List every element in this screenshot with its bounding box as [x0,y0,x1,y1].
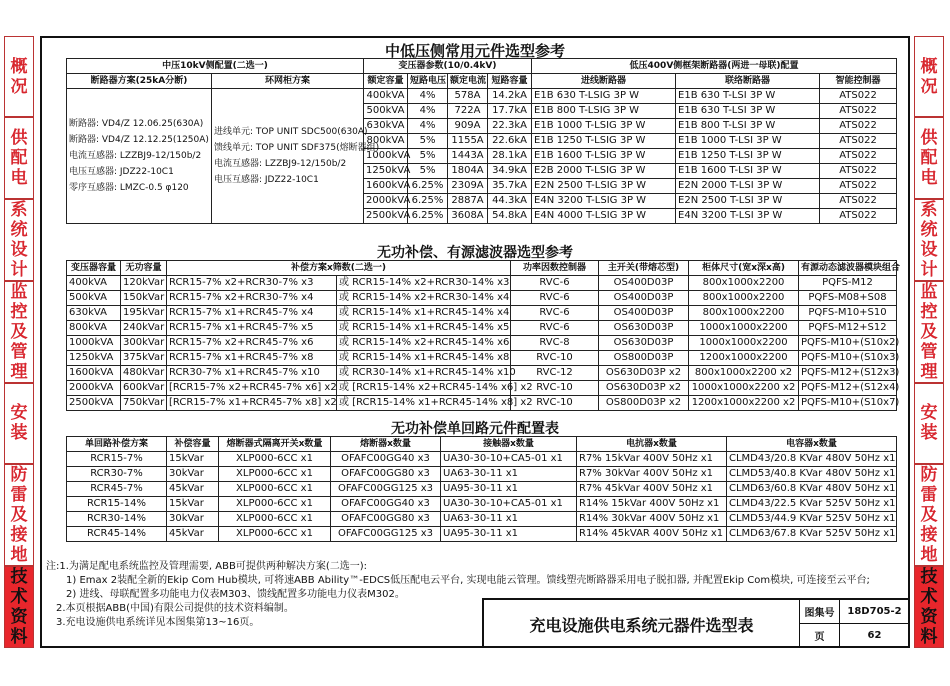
left-category-tabs [4,36,34,648]
category-tab[interactable]: 监 控 及 管 理 [914,281,944,383]
atlas-number: 18D705-2 [840,600,910,624]
title-block [482,598,910,648]
table-cell: ATS022 [820,209,897,224]
table-cell: R7% 30kVar 400V 50Hz x1 [577,467,727,482]
table-cell: RCR30-7% [67,467,167,482]
category-tab[interactable]: 监 控 及 管 理 [4,281,34,383]
table-cell: 2309A [448,179,488,194]
table-row [67,351,897,366]
table-cell: 400kVA [364,89,408,104]
col-header: 补偿容量 [167,437,219,452]
table-cell: 34.9kA [488,164,532,179]
table-cell: 或 RCR15-14% x1+RCR45-14% x5 [337,321,511,336]
table-cell: UA95-30-11 x1 [441,482,577,497]
table-cell: 2500kVA [67,396,121,411]
table-cell: RVC-8 [511,336,599,351]
table-cell: RCR15-7% [67,452,167,467]
table2-title: 无功补偿、有源滤波器选型参考 [377,245,573,261]
table-cell: UA30-30-10+CA5-01 x1 [441,452,577,467]
table-cell: E2N 2500 T-LSIG 3P W [532,179,676,194]
table-cell: PQFS-M12+(S12x4) [799,381,897,396]
table-cell: 630kVA [364,119,408,134]
table-cell: RVC-10 [511,351,599,366]
table-cell: 909A [448,119,488,134]
table-cell: E1B 1000 T-LSI 3P W [676,134,820,149]
table-cell: 或 RCR30-14% x1+RCR45-14% x10 [337,366,511,381]
table-cell: 17.7kA [488,104,532,119]
table-cell: CLMD63/60.8 KVar 480V 50Hz x1 [727,482,897,497]
table-cell: CLMD43/22.5 KVar 525V 50Hz x1 [727,497,897,512]
table-cell: XLP000-6CC x1 [219,467,331,482]
table-cell: R7% 15kVar 400V 50Hz x1 [577,452,727,467]
table-cell: RCR45-14% [67,527,167,542]
table-row [67,366,897,381]
table-cell: ATS022 [820,179,897,194]
category-tab[interactable]: 概 况 [914,36,944,117]
table-cell: ATS022 [820,164,897,179]
table-cell: PQFS-M10+(S10x3) [799,351,897,366]
table-cell: 375kVar [121,351,167,366]
table-cell: 1000x1000x2200 x2 [689,381,799,396]
table-cell: PQFS-M10+S10 [799,306,897,321]
table-cell: 或 RCR15-14% x2+RCR30-14% x4 [337,291,511,306]
table-cell: OFAFC00GG125 x3 [331,482,441,497]
category-tab[interactable]: 概 况 [4,36,34,117]
col-header: 电容器x数量 [727,437,897,452]
scheme-line: 断路器: VD4/Z 12.12.25(1250A) [69,135,209,145]
table-row [67,381,897,396]
table-cell: 5% [408,134,448,149]
table-cell: 2500kVA [364,209,408,224]
scheme-line: 电压互感器: JDZ22-10C1 [214,175,319,185]
table3-title: 无功补偿单回路元件配置表 [391,421,559,437]
table-cell: RVC-6 [511,306,599,321]
table-cell: R7% 45kVar 400V 50Hz x1 [577,482,727,497]
table-cell: R14% 15kVar 400V 50Hz x1 [577,497,727,512]
table-cell: 1000x1000x2200 [689,321,799,336]
table-cell: 240kVar [121,321,167,336]
table-cell: E1B 630 T-LSI 3P W [676,89,820,104]
table-cell: 500kVA [67,291,121,306]
table-cell: 722A [448,104,488,119]
table-cell: UA95-30-11 x1 [441,527,577,542]
table-cell: 15kVar [167,497,219,512]
table-cell: 500kVA [364,104,408,119]
table-cell: CLMD53/40.8 KVar 480V 50Hz x1 [727,467,897,482]
table-cell: 1804A [448,164,488,179]
table-cell: 6.25% [408,194,448,209]
table-cell: [RCR15-7% x2+RCR45-7% x6] x2 [167,381,337,396]
table-cell: OFAFC00GG40 x3 [331,497,441,512]
table-cell: XLP000-6CC x1 [219,527,331,542]
category-tab[interactable]: 安 装 [914,383,944,464]
col-header: 主开关(带熔芯型) [599,261,689,276]
table-cell: 1600kVA [364,179,408,194]
col-header: 智能控制器 [820,74,897,89]
scheme-line: 进线单元: TOP UNIT SDC500(630A) [214,127,368,137]
single-circuit-table [66,436,897,542]
table-cell: PQFS-M12 [799,276,897,291]
table-cell: 或 RCR15-14% x1+RCR45-14% x4 [337,306,511,321]
table-cell: XLP000-6CC x1 [219,482,331,497]
table-cell: 或 RCR15-14% x2+RCR45-14% x6 [337,336,511,351]
col-header: 熔断器式隔离开关x数量 [219,437,331,452]
table-cell: 600kVar [121,381,167,396]
table-cell: ATS022 [820,89,897,104]
table-cell: 1155A [448,134,488,149]
table-cell: RCR15-7% x2+RCR45-7% x6 [167,336,337,351]
table-cell: XLP000-6CC x1 [219,512,331,527]
table-cell: XLP000-6CC x1 [219,452,331,467]
table-row [67,527,897,542]
table-cell: UA63-30-11 x1 [441,467,577,482]
table-cell: 30kVar [167,467,219,482]
table-row [67,452,897,467]
table-cell: E1B 1600 T-LSIG 3P W [532,149,676,164]
table-cell: PQFS-M12+(S12x3) [799,366,897,381]
table-cell: ATS022 [820,104,897,119]
table-cell: 45kVar [167,527,219,542]
table-cell: 22.3kA [488,119,532,134]
table-row [67,482,897,497]
category-tab[interactable]: 安 装 [4,383,34,464]
col-header: 断路器方案(25kA分断) [67,74,212,89]
category-tab[interactable]: 技 术 资 料 [4,566,34,648]
category-tab[interactable]: 供 配 电 [914,117,944,198]
transformer-params-header: 变压器参数(10/0.4kV) [364,59,532,74]
scheme-line: 电压互感器: JDZ22-10C1 [69,167,174,177]
table-cell: ATS022 [820,194,897,209]
col-header: 柜体尺寸(宽x深x高) [689,261,799,276]
table-row [67,306,897,321]
table-cell: OS400D03P [599,276,689,291]
table-row [67,321,897,336]
table-cell: 或 [RCR15-14% x1+RCR45-14% x8] x2 [337,396,511,411]
table-cell: E2N 2000 T-LSI 3P W [676,179,820,194]
table-cell: OS800D03P [599,351,689,366]
col-header: 进线断路器 [532,74,676,89]
table-cell: 2000kVA [67,381,121,396]
table-cell: 1200x1000x2200 [689,351,799,366]
table-cell: RCR45-7% [67,482,167,497]
table-cell: 1250kVA [364,164,408,179]
mv-config-header: 中压10kV侧配置(二选一) [67,59,364,74]
mv-breaker-scheme [67,89,212,224]
drawing-title: 充电设施供电系统元器件选型表 [484,600,800,648]
table-cell: OS400D03P [599,306,689,321]
table-cell: ATS022 [820,119,897,134]
table-cell: PQFS-M08+S08 [799,291,897,306]
table-cell: 4% [408,89,448,104]
page-label: 页 [800,624,840,648]
atlas-label: 图集号 [800,600,840,624]
table-cell: 2887A [448,194,488,209]
table-row [67,89,897,104]
table-cell: E1B 630 T-LSIG 3P W [532,89,676,104]
table-cell: 15kVar [167,452,219,467]
table-cell: RCR30-14% [67,512,167,527]
table-row [67,396,897,411]
table-row [67,497,897,512]
category-tab[interactable]: 防 雷 及 接 地 [914,464,944,566]
table-cell: RCR15-7% x2+RCR30-7% x4 [167,291,337,306]
col-header: 额定电流 [448,74,488,89]
table-cell: OS630D03P x2 [599,366,689,381]
table-cell: OFAFC00GG125 x3 [331,527,441,542]
table-cell: OFAFC00GG40 x3 [331,452,441,467]
table-cell: E4N 4000 T-LSIG 3P W [532,209,676,224]
table-cell: 1200x1000x2200 x2 [689,396,799,411]
table-cell: 2000kVA [364,194,408,209]
table1-title: 中低压侧常用元件选型参考 [384,42,565,60]
table-cell: 800x1000x2200 x2 [689,366,799,381]
col-header: 功率因数控制器 [511,261,599,276]
table-cell: R14% 45kVAR 400V 50Hz x1 [577,527,727,542]
table-cell: RCR15-7% x2+RCR30-7% x3 [167,276,337,291]
reactive-compensation-table [66,260,901,411]
category-tab[interactable]: 防 雷 及 接 地 [4,464,34,566]
table-cell: RVC-10 [511,396,599,411]
table-cell: 750kVar [121,396,167,411]
col-header: 补偿方案x筛数(二选一) [167,261,511,276]
table-cell: R14% 30kVar 400V 50Hz x1 [577,512,727,527]
col-header: 无功容量 [121,261,167,276]
table-cell: 1000kVA [364,149,408,164]
table-row [67,467,897,482]
table-cell: 54.8kA [488,209,532,224]
col-header: 单回路补偿方案 [67,437,167,452]
table-cell: 1000kVA [67,336,121,351]
table-cell: 4% [408,104,448,119]
table-row [67,276,897,291]
category-tab[interactable]: 供 配 电 [4,117,34,198]
scheme-line: 馈线单元: TOP UNIT SDF375(熔断器组) [214,143,380,153]
table-cell: 800x1000x2200 [689,291,799,306]
table-cell: E1B 800 T-LSIG 3P W [532,104,676,119]
table-cell: 1443A [448,149,488,164]
category-tab[interactable]: 系 统 设 计 [914,199,944,281]
table-cell: RVC-10 [511,381,599,396]
table-cell: CLMD63/67.8 KVar 525V 50Hz x1 [727,527,897,542]
table-cell: OS630D03P x2 [599,381,689,396]
table-cell: E4N 3200 T-LSIG 3P W [532,194,676,209]
col-header: 短路容量 [488,74,532,89]
table-cell: RCR15-7% x1+RCR45-7% x8 [167,351,337,366]
table-cell: OFAFC00GG80 x3 [331,512,441,527]
col-header: 接触器x数量 [441,437,577,452]
page-number: 62 [840,624,910,648]
note-line: 2) 进线、母联配置多功能电力仪表M303、馈线配置多功能电力仪表M302。 [46,589,405,600]
table-cell: PQFS-M12+S12 [799,321,897,336]
table-cell: CLMD43/20.8 KVar 480V 50Hz x1 [727,452,897,467]
category-tab[interactable]: 技 术 资 料 [914,566,944,648]
table-cell: E1B 1250 T-LSI 3P W [676,149,820,164]
drawing-sheet [40,36,910,648]
table-cell: 630kVA [67,306,121,321]
table-cell: 120kVar [121,276,167,291]
table-cell: XLP000-6CC x1 [219,497,331,512]
table-cell: RCR30-7% x1+RCR45-7% x10 [167,366,337,381]
table-cell: 1250kVA [67,351,121,366]
note-line: 2.本页根据ABB(中国)有限公司提供的技术资料编制。 [46,603,294,614]
table-cell: E2N 2500 T-LSI 3P W [676,194,820,209]
col-header: 短路电压 [408,74,448,89]
table-cell: [RCR15-7% x1+RCR45-7% x8] x2 [167,396,337,411]
table-row [67,512,897,527]
table-cell: 300kVar [121,336,167,351]
table-cell: 14.2kA [488,89,532,104]
table-cell: RCR15-7% x1+RCR45-7% x5 [167,321,337,336]
col-header: 额定容量 [364,74,408,89]
note-line: 注:1.为满足配电系统监控及管理需要, ABB可提供两种解决方案(二选一): [46,561,368,572]
table-cell: CLMD53/44.9 KVar 525V 50Hz x1 [727,512,897,527]
note-line: 1) Emax 2装配全新的Ekip Com Hub模块, 可将速ABB Ability™-EDCS低压配电云平台, 实现电能云管理。馈线塑壳断路器采用电子脱扣器, 并配置Ekip Com模块, 可连接至云平台; [46,575,870,586]
table-cell: 或 [RCR15-14% x2+RCR45-14% x6] x2 [337,381,511,396]
table-cell: 28.1kA [488,149,532,164]
table-cell: 35.7kA [488,179,532,194]
table-cell: 800x1000x2200 [689,306,799,321]
scheme-line: 断路器: VD4/Z 12.06.25(630A) [69,119,204,129]
table-cell: OS630D03P [599,321,689,336]
table-cell: E4N 3200 T-LSI 3P W [676,209,820,224]
table-cell: 或 RCR15-14% x2+RCR30-14% x3 [337,276,511,291]
scheme-line: 电流互感器: LZZBJ9-12/150b/2 [214,159,347,169]
table-cell: 22.6kA [488,134,532,149]
table-cell: PQFS-M10+(S10x2) [799,336,897,351]
lv-breaker-header: 低压400V侧框架断路器(两进一母联)配置 [532,59,897,74]
table-cell: OFAFC00GG80 x3 [331,467,441,482]
table-cell: 800kVA [67,321,121,336]
table-cell: 4% [408,119,448,134]
table-cell: RVC-6 [511,291,599,306]
table-cell: UA30-30-10+CA5-01 x1 [441,497,577,512]
table-cell: RVC-6 [511,276,599,291]
table-cell: 44.3kA [488,194,532,209]
col-header: 有源动态滤波器模块组合 [799,261,897,276]
table-cell: E1B 1250 T-LSIG 3P W [532,134,676,149]
table-cell: 5% [408,164,448,179]
col-header: 环网柜方案 [212,74,364,89]
table-cell: 6.25% [408,179,448,194]
table-cell: ATS022 [820,149,897,164]
table-cell: E1B 1600 T-LSI 3P W [676,164,820,179]
col-header: 联络断路器 [676,74,820,89]
table-cell: 480kVar [121,366,167,381]
table-cell: 400kVA [67,276,121,291]
table-row [67,336,897,351]
table-cell: 800kVA [364,134,408,149]
table-cell: E1B 800 T-LSI 3P W [676,119,820,134]
table-cell: 3608A [448,209,488,224]
category-tab[interactable]: 系 统 设 计 [4,199,34,281]
col-header: 熔断器x数量 [331,437,441,452]
note-line: 3.充电设施供电系统详见本图集第13~16页。 [46,617,260,628]
table-cell: E2B 2000 T-LSIG 3P W [532,164,676,179]
table-cell: RVC-6 [511,321,599,336]
table-cell: RVC-12 [511,366,599,381]
table-cell: E1B 1000 T-LSIG 3P W [532,119,676,134]
mv-lv-component-table [66,58,897,224]
table-cell: E1B 630 T-LSI 3P W [676,104,820,119]
scheme-line: 零序互感器: LMZC-0.5 φ120 [69,183,189,193]
table-cell: 6.25% [408,209,448,224]
table-cell: UA63-30-11 x1 [441,512,577,527]
table-cell: OS630D03P [599,336,689,351]
table-cell: 30kVar [167,512,219,527]
right-category-tabs [914,36,944,648]
table-cell: RCR15-7% x1+RCR45-7% x4 [167,306,337,321]
table-cell: 1000x1000x2200 [689,336,799,351]
table-cell: 578A [448,89,488,104]
table-cell: 800x1000x2200 [689,276,799,291]
col-header: 变压器容量 [67,261,121,276]
table-cell: 45kVar [167,482,219,497]
col-header: 电抗器x数量 [577,437,727,452]
table-cell: PQFS-M10+(S10x7) [799,396,897,411]
ring-main-unit-scheme [212,89,380,224]
scheme-line: 电流互感器: LZZBJ9-12/150b/2 [69,151,202,161]
table-cell: ATS022 [820,134,897,149]
table-row [67,291,897,306]
table-cell: 1600kVA [67,366,121,381]
table-cell: 150kVar [121,291,167,306]
table-cell: RCR15-14% [67,497,167,512]
table-cell: OS800D03P x2 [599,396,689,411]
table-cell: OS400D03P [599,291,689,306]
table-cell: 或 RCR15-14% x1+RCR45-14% x8 [337,351,511,366]
table-cell: 5% [408,149,448,164]
table-cell: 195kVar [121,306,167,321]
